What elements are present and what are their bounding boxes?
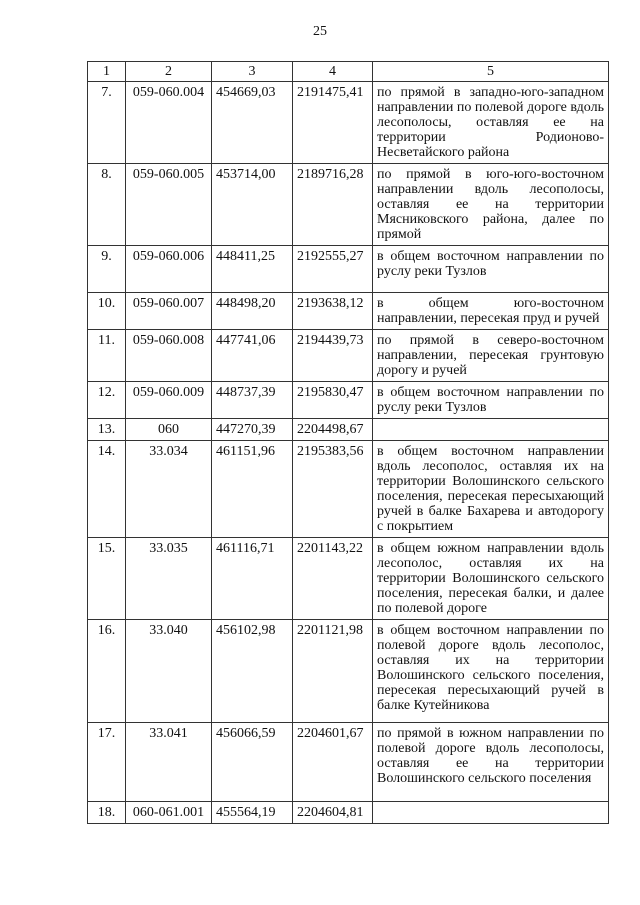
column-header: 4: [293, 62, 373, 82]
coordinate-y: 2194439,73: [293, 330, 373, 382]
table-row: [88, 419, 609, 441]
point-id: 33.041: [126, 723, 212, 802]
direction-description: в общем восточном направлении по руслу реки Тузлов: [373, 382, 609, 419]
row-number: 16.: [88, 620, 126, 723]
coordinate-x: 461151,96: [212, 441, 293, 538]
direction-description: по прямой в южном направлении по полевой дороге вдоль лесополосы, оставляя ее на территории Волошинского сельского поселения: [373, 723, 609, 802]
table-row: [88, 246, 609, 293]
direction-description: по прямой в северо-восточном направлении, пересекая грунтовую дорогу и ручей: [373, 330, 609, 382]
point-id: 059-060.009: [126, 382, 212, 419]
table-header-row: [88, 62, 609, 82]
coordinate-y: 2192555,27: [293, 246, 373, 293]
coordinate-x: 447741,06: [212, 330, 293, 382]
row-number: 8.: [88, 164, 126, 246]
coordinate-x: 448411,25: [212, 246, 293, 293]
table-row: [88, 164, 609, 246]
coordinate-x: 461116,71: [212, 538, 293, 620]
row-number: 11.: [88, 330, 126, 382]
point-id: 33.034: [126, 441, 212, 538]
row-number: 10.: [88, 293, 126, 330]
direction-description: в общем восточном направлении по руслу реки Тузлов: [373, 246, 609, 293]
point-id: 059-060.006: [126, 246, 212, 293]
direction-description: в общем восточном направлении по полевой дороге вдоль лесополос, оставляя их на территории Волошинского сельского поселения, пересекая пересыхающий ручей в балке Кутейникова: [373, 620, 609, 723]
row-number: 12.: [88, 382, 126, 419]
row-number: 15.: [88, 538, 126, 620]
coordinate-x: 447270,39: [212, 419, 293, 441]
table-row: [88, 620, 609, 723]
direction-description: в общем восточном направлении вдоль лесополос, оставляя их на территории Волошинского сельского поселения, пересекая пересыхающий ручей в балке Бахарева и автодорогу с покрытием: [373, 441, 609, 538]
coordinate-y: 2189716,28: [293, 164, 373, 246]
direction-description: [373, 419, 609, 441]
column-header: 3: [212, 62, 293, 82]
table-row: [88, 82, 609, 164]
point-id: 060: [126, 419, 212, 441]
point-id: 33.040: [126, 620, 212, 723]
column-header: 2: [126, 62, 212, 82]
coordinate-x: 456102,98: [212, 620, 293, 723]
row-number: 7.: [88, 82, 126, 164]
coordinate-y: 2193638,12: [293, 293, 373, 330]
coordinate-y: 2195830,47: [293, 382, 373, 419]
row-number: 18.: [88, 802, 126, 824]
point-id: 059-060.008: [126, 330, 212, 382]
row-number: 13.: [88, 419, 126, 441]
table-row: [88, 538, 609, 620]
row-number: 9.: [88, 246, 126, 293]
direction-description: по прямой в западно-юго-западном направлении по полевой дороге вдоль лесополосы, оставляя ее на территории Родионово-Несветайского района: [373, 82, 609, 164]
table-row: [88, 382, 609, 419]
coordinate-y: 2191475,41: [293, 82, 373, 164]
table-row: [88, 441, 609, 538]
coordinate-y: 2201121,98: [293, 620, 373, 723]
point-id: 059-060.004: [126, 82, 212, 164]
coordinate-x: 448498,20: [212, 293, 293, 330]
column-header: 5: [373, 62, 609, 82]
table-row: [88, 330, 609, 382]
coordinate-x: 448737,39: [212, 382, 293, 419]
coordinate-y: 2204498,67: [293, 419, 373, 441]
direction-description: [373, 802, 609, 824]
point-id: 060-061.001: [126, 802, 212, 824]
point-id: 33.035: [126, 538, 212, 620]
boundary-points-table: [87, 61, 609, 824]
page-number: 25: [313, 24, 327, 39]
coordinate-y: 2204604,81: [293, 802, 373, 824]
point-id: 059-060.007: [126, 293, 212, 330]
coordinate-x: 455564,19: [212, 802, 293, 824]
table-row: [88, 723, 609, 802]
coordinate-y: 2204601,67: [293, 723, 373, 802]
row-number: 17.: [88, 723, 126, 802]
direction-description: по прямой в юго-юго-восточном направлении вдоль лесополосы, оставляя ее на территории Мясниковского района, далее по прямой: [373, 164, 609, 246]
coordinate-x: 453714,00: [212, 164, 293, 246]
column-header: 1: [88, 62, 126, 82]
direction-description: в общем юго-восточном направлении, пересекая пруд и ручей: [373, 293, 609, 330]
table-row: [88, 802, 609, 824]
row-number: 14.: [88, 441, 126, 538]
point-id: 059-060.005: [126, 164, 212, 246]
coordinate-x: 454669,03: [212, 82, 293, 164]
coordinate-y: 2201143,22: [293, 538, 373, 620]
direction-description: в общем южном направлении вдоль лесополос, оставляя их на территории Волошинского сельского поселения, пересекая балки, и далее по полевой дороге: [373, 538, 609, 620]
table-row: [88, 293, 609, 330]
coordinate-y: 2195383,56: [293, 441, 373, 538]
coordinate-x: 456066,59: [212, 723, 293, 802]
